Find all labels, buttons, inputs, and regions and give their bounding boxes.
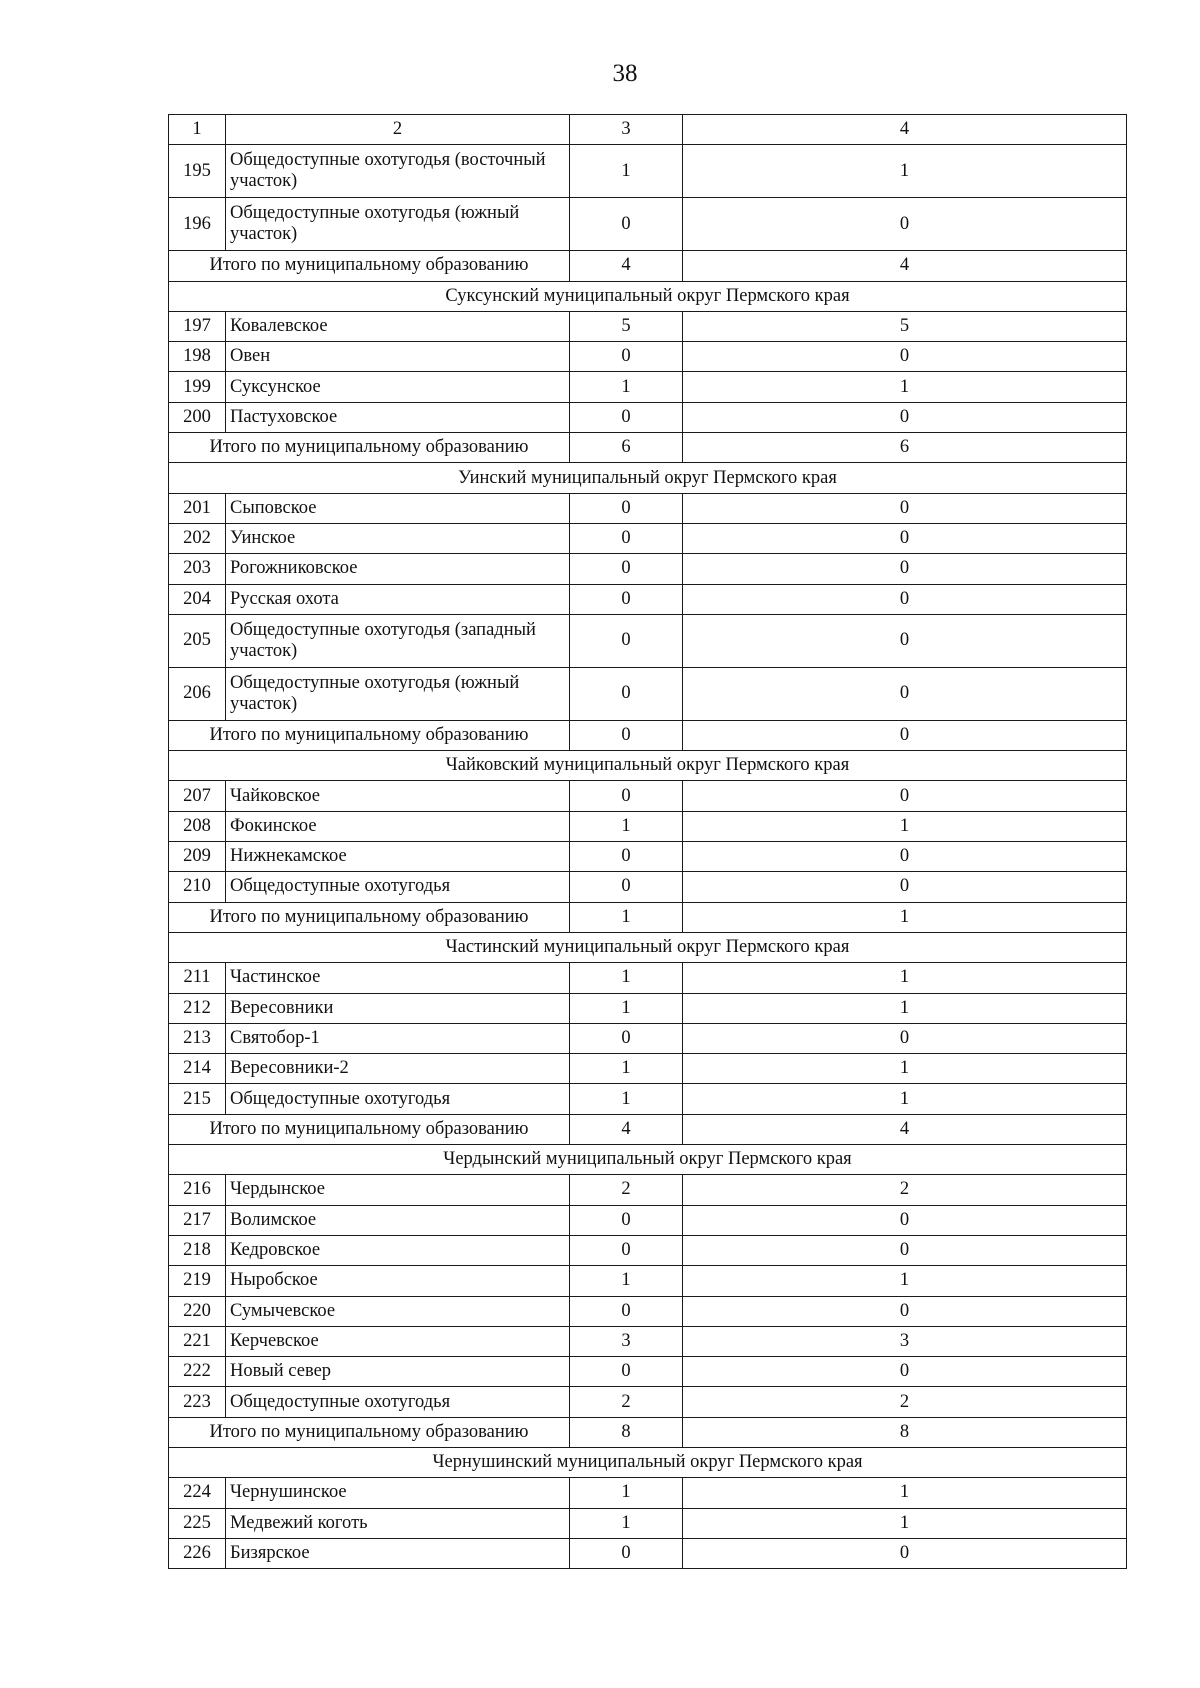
ground-name: Чердынское (226, 1175, 570, 1205)
col3-value: 0 (570, 1296, 683, 1326)
total-label: Итого по муниципальному образованию (169, 1114, 570, 1144)
row-number: 195 (169, 145, 226, 198)
col3-value: 1 (570, 811, 683, 841)
section-title: Суксунский муниципальный округ Пермского края (169, 281, 1127, 311)
col4-value: 0 (683, 584, 1127, 614)
table-body (169, 115, 1127, 1569)
col3-value: 1 (570, 145, 683, 198)
table-row (169, 781, 1127, 811)
table-row (169, 963, 1127, 993)
ground-name: Уинское (226, 523, 570, 553)
table-row (169, 198, 1127, 251)
col3-value: 0 (570, 781, 683, 811)
ground-name: Русская охота (226, 584, 570, 614)
col4-value: 0 (683, 1538, 1127, 1568)
row-number: 218 (169, 1235, 226, 1265)
col4-value: 0 (683, 1357, 1127, 1387)
col4-value: 0 (683, 554, 1127, 584)
table-row (169, 811, 1127, 841)
table-row (169, 872, 1127, 902)
ground-name: Суксунское (226, 372, 570, 402)
row-number: 207 (169, 781, 226, 811)
col4-value: 1 (683, 1266, 1127, 1296)
row-number: 213 (169, 1023, 226, 1053)
table-row (169, 1387, 1127, 1417)
ground-name: Рогожниковское (226, 554, 570, 584)
row-number: 214 (169, 1054, 226, 1084)
ground-name: Общедоступные охотугодья (226, 872, 570, 902)
section-title: Чернушинский муниципальный округ Пермского края (169, 1447, 1127, 1477)
col3-value: 1 (570, 372, 683, 402)
col3-value: 0 (570, 342, 683, 372)
table-row (169, 311, 1127, 341)
table-row (169, 1357, 1127, 1387)
total-col4-value: 4 (683, 1114, 1127, 1144)
col4-value: 0 (683, 667, 1127, 720)
col3-value: 1 (570, 1054, 683, 1084)
table-row (169, 1023, 1127, 1053)
col3-value: 0 (570, 1023, 683, 1053)
total-col4-value: 1 (683, 902, 1127, 932)
ground-name: Общедоступные охотугодья (восточный участок) (226, 145, 570, 198)
table-row (169, 1538, 1127, 1568)
section-title: Чайковский муниципальный округ Пермского края (169, 751, 1127, 781)
row-number: 199 (169, 372, 226, 402)
col4-value: 0 (683, 198, 1127, 251)
row-number: 224 (169, 1478, 226, 1508)
ground-name: Общедоступные охотугодья (226, 1387, 570, 1417)
ground-name: Общедоступные охотугодья (южный участок) (226, 198, 570, 251)
col4-value: 1 (683, 811, 1127, 841)
col4-value: 1 (683, 372, 1127, 402)
col3-value: 0 (570, 1357, 683, 1387)
table-row (169, 1205, 1127, 1235)
hunting-grounds-table (168, 114, 1127, 1569)
total-col3-value: 8 (570, 1417, 683, 1447)
col3-value: 0 (570, 667, 683, 720)
table-row (169, 1084, 1127, 1114)
ground-name: Вересовники (226, 993, 570, 1023)
col4-value: 0 (683, 342, 1127, 372)
row-number: 219 (169, 1266, 226, 1296)
col4-value: 1 (683, 963, 1127, 993)
col3-value: 1 (570, 1084, 683, 1114)
ground-name: Общедоступные охотугодья (226, 1084, 570, 1114)
col4-value: 5 (683, 311, 1127, 341)
total-col4-value: 8 (683, 1417, 1127, 1447)
ground-name: Сыповское (226, 493, 570, 523)
row-number: 226 (169, 1538, 226, 1568)
total-col3-value: 0 (570, 720, 683, 750)
col4-value: 0 (683, 1296, 1127, 1326)
ground-name: Фокинское (226, 811, 570, 841)
col3-value: 0 (570, 493, 683, 523)
col4-value: 1 (683, 1508, 1127, 1538)
col3-value: 0 (570, 554, 683, 584)
col3-value: 1 (570, 993, 683, 1023)
row-number: 196 (169, 198, 226, 251)
column-number-3: 3 (570, 115, 683, 145)
row-number: 221 (169, 1326, 226, 1356)
col3-value: 0 (570, 1205, 683, 1235)
ground-name: Овен (226, 342, 570, 372)
col3-value: 3 (570, 1326, 683, 1356)
col4-value: 1 (683, 1084, 1127, 1114)
column-number-1: 1 (169, 115, 226, 145)
ground-name: Новый север (226, 1357, 570, 1387)
table-row (169, 993, 1127, 1023)
col3-value: 1 (570, 1508, 683, 1538)
row-number: 210 (169, 872, 226, 902)
col4-value: 0 (683, 402, 1127, 432)
total-col3-value: 1 (570, 902, 683, 932)
col4-value: 1 (683, 1054, 1127, 1084)
ground-name: Сумычевское (226, 1296, 570, 1326)
table-row (169, 372, 1127, 402)
col4-value: 1 (683, 993, 1127, 1023)
col3-value: 0 (570, 872, 683, 902)
table-row (169, 1235, 1127, 1265)
row-number: 197 (169, 311, 226, 341)
col4-value: 0 (683, 781, 1127, 811)
table-row (169, 1266, 1127, 1296)
ground-name: Общедоступные охотугодья (южный участок) (226, 667, 570, 720)
table-row (169, 1508, 1127, 1538)
ground-name: Медвежий коготь (226, 1508, 570, 1538)
section-header-row (169, 932, 1127, 962)
col4-value: 0 (683, 1235, 1127, 1265)
col4-value: 0 (683, 1023, 1127, 1053)
page-number: 38 (612, 60, 638, 87)
ground-name: Ковалевское (226, 311, 570, 341)
col3-value: 2 (570, 1387, 683, 1417)
section-header-row (169, 751, 1127, 781)
col3-value: 0 (570, 584, 683, 614)
col3-value: 0 (570, 842, 683, 872)
section-title: Частинский муниципальный округ Пермского края (169, 932, 1127, 962)
table-row (169, 145, 1127, 198)
row-number: 220 (169, 1296, 226, 1326)
row-number: 212 (169, 993, 226, 1023)
total-row (169, 902, 1127, 932)
row-number: 223 (169, 1387, 226, 1417)
col4-value: 0 (683, 493, 1127, 523)
table-row (169, 402, 1127, 432)
row-number: 215 (169, 1084, 226, 1114)
table-row (169, 1054, 1127, 1084)
col4-value: 3 (683, 1326, 1127, 1356)
ground-name: Чернушинское (226, 1478, 570, 1508)
total-row (169, 1114, 1127, 1144)
section-header-row (169, 1145, 1127, 1175)
col4-value: 0 (683, 523, 1127, 553)
row-number: 198 (169, 342, 226, 372)
ground-name: Ныробское (226, 1266, 570, 1296)
section-title: Уинский муниципальный округ Пермского края (169, 463, 1127, 493)
table-row (169, 614, 1127, 667)
table-row (169, 554, 1127, 584)
column-number-2: 2 (226, 115, 570, 145)
col3-value: 0 (570, 614, 683, 667)
table-row (169, 1175, 1127, 1205)
table-row (169, 342, 1127, 372)
ground-name: Вересовники-2 (226, 1054, 570, 1084)
total-col4-value: 6 (683, 433, 1127, 463)
ground-name: Чайковское (226, 781, 570, 811)
row-number: 211 (169, 963, 226, 993)
total-label: Итого по муниципальному образованию (169, 720, 570, 750)
table-row (169, 1326, 1127, 1356)
table-row (169, 842, 1127, 872)
table-row (169, 584, 1127, 614)
total-label: Итого по муниципальному образованию (169, 251, 570, 281)
column-number-4: 4 (683, 115, 1127, 145)
col4-value: 0 (683, 842, 1127, 872)
col3-value: 0 (570, 198, 683, 251)
section-title: Чердынский муниципальный округ Пермского края (169, 1145, 1127, 1175)
col3-value: 2 (570, 1175, 683, 1205)
row-number: 216 (169, 1175, 226, 1205)
total-row (169, 1417, 1127, 1447)
row-number: 217 (169, 1205, 226, 1235)
row-number: 205 (169, 614, 226, 667)
total-row (169, 720, 1127, 750)
section-header-row (169, 463, 1127, 493)
row-number: 204 (169, 584, 226, 614)
row-number: 209 (169, 842, 226, 872)
col4-value: 1 (683, 1478, 1127, 1508)
ground-name: Общедоступные охотугодья (западный участок) (226, 614, 570, 667)
total-col3-value: 4 (570, 251, 683, 281)
table-row (169, 523, 1127, 553)
row-number: 201 (169, 493, 226, 523)
col3-value: 0 (570, 1235, 683, 1265)
col4-value: 0 (683, 872, 1127, 902)
row-number: 222 (169, 1357, 226, 1387)
col3-value: 0 (570, 402, 683, 432)
row-number: 202 (169, 523, 226, 553)
total-col4-value: 0 (683, 720, 1127, 750)
total-row (169, 433, 1127, 463)
total-label: Итого по муниципальному образованию (169, 902, 570, 932)
ground-name: Волимское (226, 1205, 570, 1235)
column-number-row (169, 115, 1127, 145)
row-number: 200 (169, 402, 226, 432)
ground-name: Пастуховское (226, 402, 570, 432)
col3-value: 1 (570, 1266, 683, 1296)
col3-value: 5 (570, 311, 683, 341)
total-col4-value: 4 (683, 251, 1127, 281)
col4-value: 2 (683, 1387, 1127, 1417)
table-row (169, 1296, 1127, 1326)
total-col3-value: 6 (570, 433, 683, 463)
row-number: 206 (169, 667, 226, 720)
ground-name: Нижнекамское (226, 842, 570, 872)
col3-value: 0 (570, 523, 683, 553)
ground-name: Керчевское (226, 1326, 570, 1356)
section-header-row (169, 281, 1127, 311)
ground-name: Частинское (226, 963, 570, 993)
ground-name: Бизярское (226, 1538, 570, 1568)
col4-value: 0 (683, 614, 1127, 667)
ground-name: Святобор-1 (226, 1023, 570, 1053)
row-number: 203 (169, 554, 226, 584)
col4-value: 0 (683, 1205, 1127, 1235)
col4-value: 1 (683, 145, 1127, 198)
col3-value: 1 (570, 1478, 683, 1508)
total-label: Итого по муниципальному образованию (169, 433, 570, 463)
total-col3-value: 4 (570, 1114, 683, 1144)
col4-value: 2 (683, 1175, 1127, 1205)
total-label: Итого по муниципальному образованию (169, 1417, 570, 1447)
col3-value: 1 (570, 963, 683, 993)
total-row (169, 251, 1127, 281)
table-row (169, 493, 1127, 523)
col3-value: 0 (570, 1538, 683, 1568)
ground-name: Кедровское (226, 1235, 570, 1265)
table-row (169, 667, 1127, 720)
row-number: 208 (169, 811, 226, 841)
table-row (169, 1478, 1127, 1508)
section-header-row (169, 1447, 1127, 1477)
row-number: 225 (169, 1508, 226, 1538)
